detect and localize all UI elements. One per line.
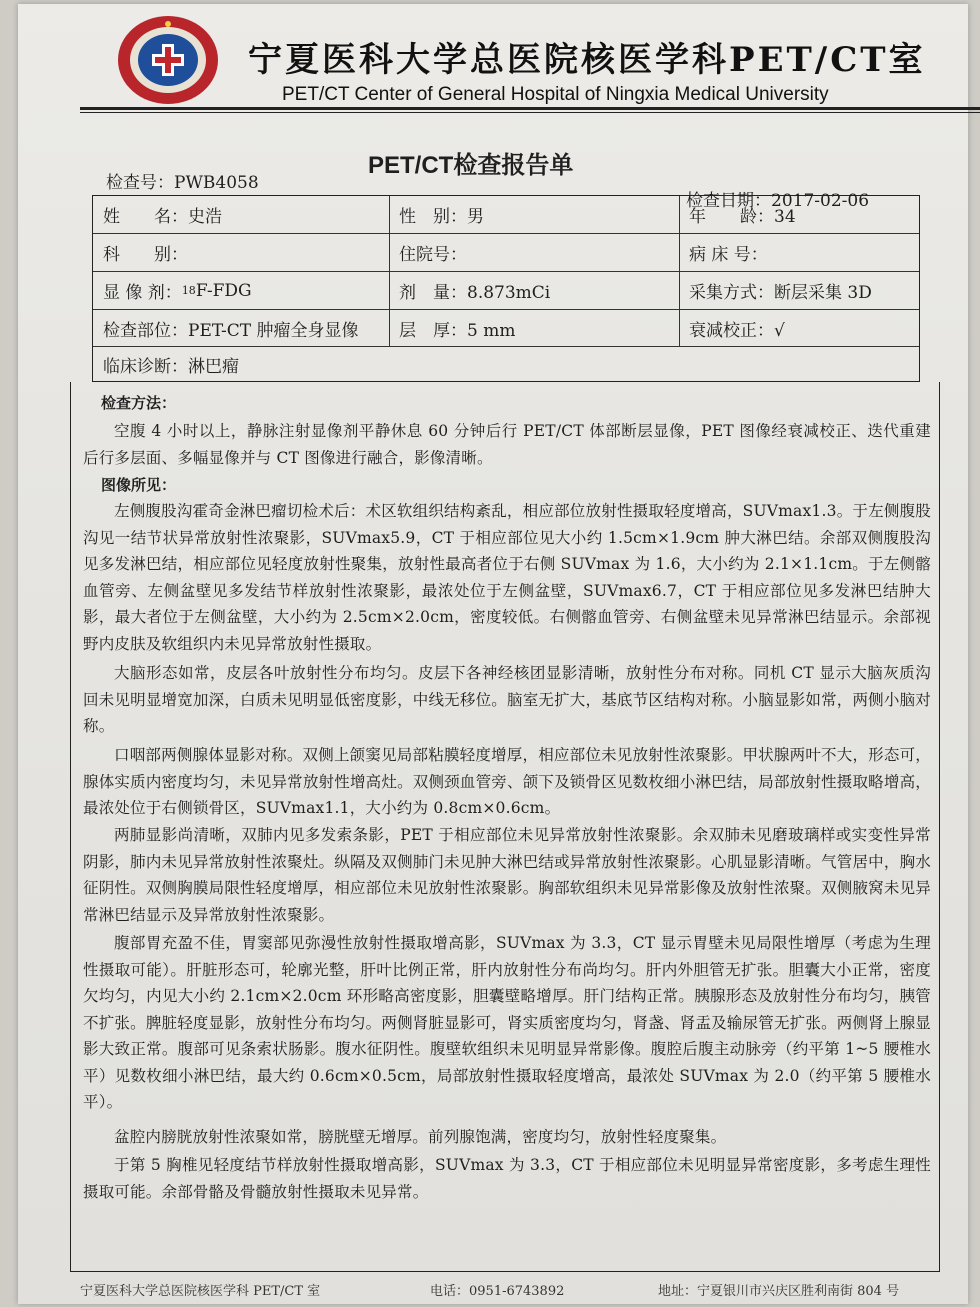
info-row	[93, 310, 919, 347]
admission-number: 住院号：	[399, 245, 467, 265]
finding-paragraph: 左侧腹股沟霍奇金淋巴瘤切检术后：术区软组织结构紊乱，相应部位放射性摄取轻度增高，SUVmax1.3。于左侧腹股沟见一结节状异常放射性浓聚影，SUVmax5.9，CT 于相应部位见大小约 1.5cm×1.9cm 肿大淋巴结。余部双侧腹股沟见多发淋巴结，相应部位见轻度放射性聚集，放射性最高者位于右侧 SUVmax 为 1.6，大小约为 2.1×1.1cm。于左侧髂血管旁、左侧盆壁见多发结节样放射性浓聚影，最浓处位于左侧盆壁，SUVmax6.7，CT 于相应部位见多发淋巴结肿大影，最大者位于左侧盆壁，大小约为 2.5cm×2.0cm，密度较低。右侧髂血管旁、右侧盆壁未见异常淋巴结显示。余部视野内皮肤及软组织内未见异常放射性摄取。	[83, 502, 931, 653]
report-body	[70, 382, 940, 1272]
footer-phone: 电话：0951-6743892	[430, 1284, 565, 1299]
header-rule	[80, 107, 980, 110]
tracer-value: F-FDG	[195, 280, 252, 301]
footer-department: 宁夏医科大学总医院核医学科 PET/CT 室	[80, 1284, 321, 1299]
footer-address: 地址：宁夏银川市兴庆区胜利南街 804 号	[658, 1284, 900, 1299]
table-divider	[679, 196, 680, 347]
hospital-title-en: PET/CT Center of General Hospital of Ningxia Medical University	[282, 84, 829, 105]
dose: 剂 量：8.873mCi	[399, 283, 551, 303]
patient-name: 姓 名：史浩	[103, 207, 222, 227]
clinical-diagnosis: 临床诊断：淋巴瘤	[103, 356, 239, 377]
info-row	[93, 347, 919, 381]
finding-paragraph: 腹部胃充盈不佳，胃窦部见弥漫性放射性摄取增高影，SUVmax 为 3.3，CT 显示胃壁未见局限性增厚（考虑为生理性摄取可能）。肝脏形态可，轮廓光整，肝叶比例正常，肝内放射性分布尚均匀。肝内外胆管无扩张。胆囊大小正常，密度欠均匀，内见大小约 2.1cm×2.0cm 环形略高密度影，胆囊壁略增厚。肝门结构正常。胰腺形态及放射性分布均匀，胰管不扩张。脾脏轻度显影，放射性分布均匀。两侧肾脏显影可，肾实质密度均匀，肾盏、肾盂及输尿管无扩张。两侧肾上腺显影大致正常。腹部可见条索状肠影。腹水征阴性。腹壁软组织未见明显异常影像。腹腔后腹主动脉旁（约平第 1~5 腰椎水平）见数枚细小淋巴结，最大约 0.6cm×0.5cm，局部放射性摄取轻度增高，最浓处 SUVmax 为 2.0（约平第 5 腰椎水平）。	[83, 934, 931, 1111]
slice-thickness: 层 厚：5 mm	[399, 320, 516, 341]
report-sheet	[18, 4, 968, 1304]
finding-paragraph: 口咽部两侧腺体显影对称。双侧上颌窦见局部粘膜轻度增厚，相应部位未见放射性浓聚影。甲状腺两叶不大，形态可，腺体实质内密度均匀，未见异常放射性增高灶。双侧颈血管旁、颌下及锁骨区见数枚细小淋巴结，局部放射性摄取略增高，最浓处位于右侧锁骨区，SUVmax1.1，大小约为 0.8cm×0.6cm。	[83, 746, 931, 817]
exam-date: 检查日期：2017-02-06	[686, 191, 870, 211]
finding-paragraph: 大脑形态如常，皮层各叶放射性分布均匀。皮层下各神经核团显影清晰，放射性分布对称。同机 CT 显示大脑灰质沟回未见明显增宽加深，白质未见明显低密度影，中线无移位。脑室无扩大，基底节区结构对称。小脑显影如常，两侧小脑对称。	[83, 664, 931, 735]
tracer	[93, 272, 389, 309]
info-row	[93, 196, 919, 234]
method-heading: 检查方法：	[101, 394, 177, 412]
tracer-label: 显 像 剂：	[103, 283, 182, 303]
patient-age: 年 龄：34	[689, 207, 796, 227]
hospital-logo	[116, 14, 220, 106]
finding-paragraph: 于第 5 胸椎见轻度结节样放射性摄取增高影，SUVmax 为 3.3，CT 于相应部位未见明显异常密度影，多考虑生理性摄取可能。余部骨骼及骨髓放射性摄取未见异常。	[83, 1156, 931, 1201]
department: 科 别：	[103, 245, 188, 265]
hospital-title-cn: 宁夏医科大学总医院核医学科PET/CT室	[248, 40, 926, 80]
patient-info-table	[92, 195, 920, 382]
table-divider	[389, 196, 390, 347]
header-rule-thin	[80, 112, 980, 113]
finding-paragraph: 盆腔内膀胱放射性浓聚如常，膀胱壁无增厚。前列腺饱满，密度均匀，放射性轻度聚集。	[114, 1128, 727, 1146]
info-row	[93, 272, 919, 310]
exam-number: 检查号：PWB4058	[106, 173, 259, 193]
report-title: PET/CT检查报告单	[368, 152, 574, 179]
attenuation-correction: 衰减校正：√	[689, 320, 785, 341]
info-row	[93, 234, 919, 272]
method-text: 空腹 4 小时以上，静脉注射显像剂平静休息 60 分钟后行 PET/CT 体部断层显像，PET 图像经衰减校正、迭代重建后行多层面、多幅显像并与 CT 图像进行融合，影像清晰。	[83, 422, 931, 467]
acquisition-mode: 采集方式：断层采集 3D	[689, 283, 872, 303]
bed-number: 病 床 号：	[689, 245, 768, 265]
tracer-isotope-mass: 18	[181, 284, 196, 297]
patient-gender: 性 别：男	[399, 207, 484, 227]
findings-heading: 图像所见：	[101, 476, 177, 494]
finding-paragraph: 两肺显影尚清晰，双肺内见多发索条影，PET 于相应部位未见异常放射性浓聚影。余双肺未见磨玻璃样或实变性异常阴影，肺内未见异常放射性浓聚灶。纵隔及双侧肺门未见肿大淋巴结或异常放射性浓聚影。心肌显影清晰。气管居中，胸水征阴性。双侧胸膜局限性轻度增厚，相应部位未见放射性浓聚影。胸部软组织未见异常影像及放射性浓聚。双侧腋窝未见异常淋巴结显示及异常放射性浓聚影。	[83, 826, 931, 924]
exam-site: 检查部位：PET-CT 肿瘤全身显像	[103, 320, 359, 341]
